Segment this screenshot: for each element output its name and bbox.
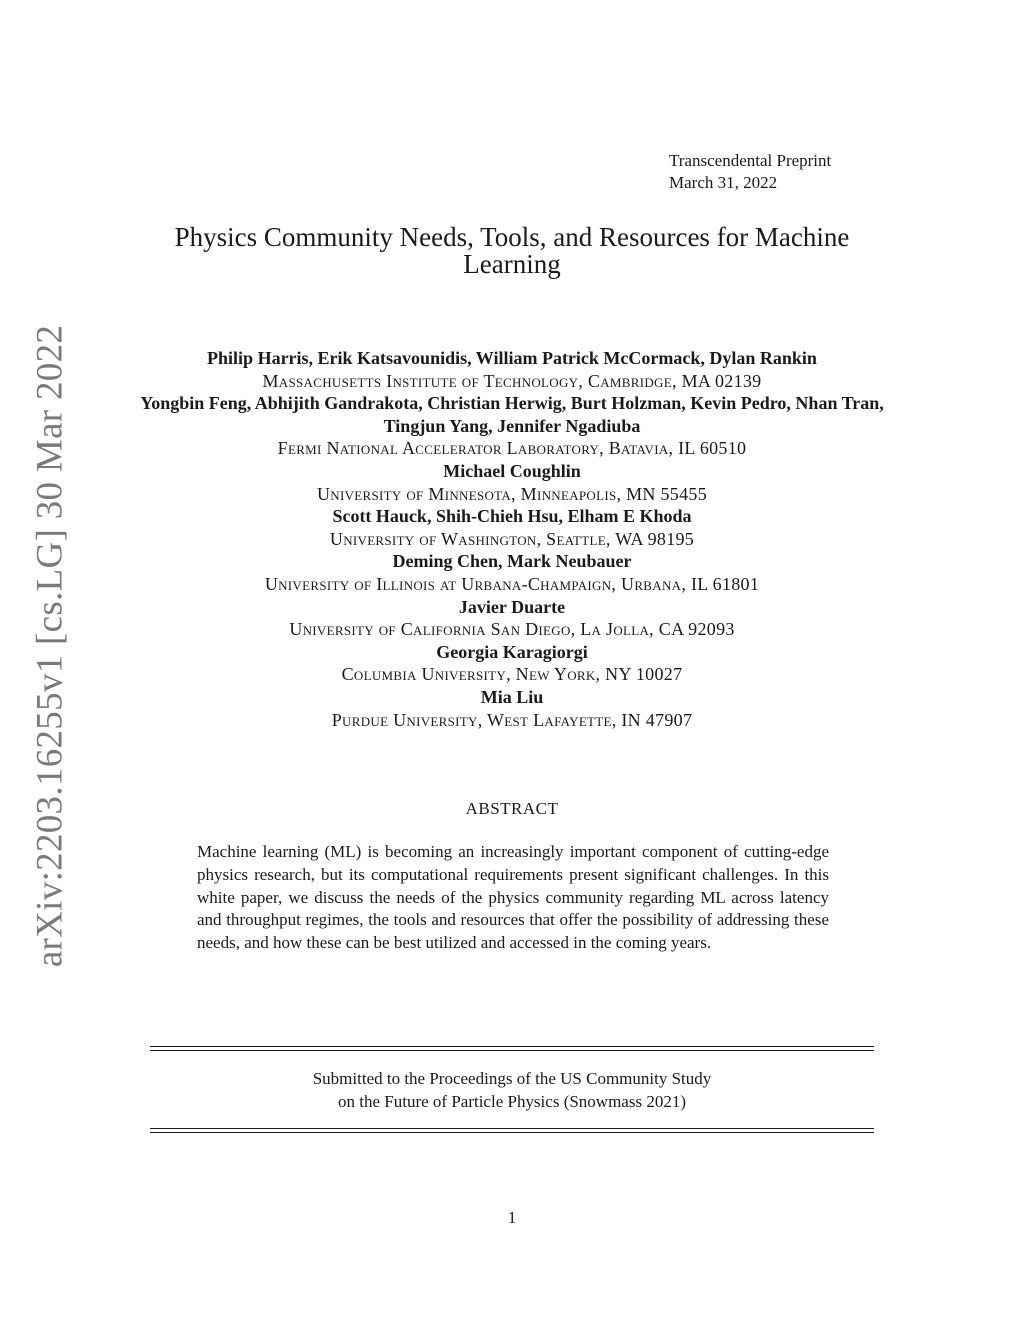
affiliation-washington: University of Washington, Seattle, WA 98195 <box>329 528 695 549</box>
author-list <box>120 347 904 731</box>
author-group-fermilab: Yongbin Feng, Abhijith Gandrakota, Christian Herwig, Burt Holzman, Kevin Pedro, Nhan Tran, Tingjun Yang, Jennifer Ngadiuba <box>140 393 884 436</box>
author-group-illinois: Deming Chen, Mark Neubauer <box>392 551 632 572</box>
abstract-heading: ABSTRACT <box>465 799 559 818</box>
author-group-columbia: Georgia Karagiorgi <box>436 641 588 662</box>
preprint-label: Transcendental Preprint <box>669 151 832 170</box>
affiliation-mit: Massachusetts Institute of Technology, Cambridge, MA 02139 <box>262 370 762 391</box>
bottom-rule-upper <box>150 1128 874 1129</box>
page-number: 1 <box>507 1208 517 1227</box>
affiliation-columbia: Columbia University, New York, NY 10027 <box>341 664 683 685</box>
affiliation-minnesota: University of Minnesota, Minneapolis, MN 55455 <box>316 483 708 504</box>
top-rule-upper <box>150 1046 874 1047</box>
author-group-purdue: Mia Liu <box>480 686 544 707</box>
affiliation-fermilab: Fermi National Accelerator Laboratory, Batavia, IL 60510 <box>277 438 747 459</box>
arxiv-identifier: arXiv:2203.16255v1 [cs.LG] 30 Mar 2022 <box>29 324 71 968</box>
paper-title: Physics Community Needs, Tools, and Resources for Machine Learning <box>174 222 850 279</box>
author-group-minnesota: Michael Coughlin <box>443 460 581 481</box>
submission-line-2: on the Future of Particle Physics (Snowmass 2021) <box>338 1091 686 1111</box>
affiliation-ucsd: University of California San Diego, La Jolla, CA 92093 <box>289 619 735 640</box>
affiliation-illinois: University of Illinois at Urbana-Champaign, Urbana, IL 61801 <box>264 573 760 594</box>
preprint-info <box>669 150 831 194</box>
author-group-washington: Scott Hauck, Shih-Chieh Hsu, Elham E Khoda <box>332 506 692 527</box>
submission-note <box>150 1068 874 1113</box>
affiliation-purdue: Purdue University, West Lafayette, IN 47907 <box>331 709 693 730</box>
abstract-text: Machine learning (ML) is becoming an increasingly important component of cutting-edge physics research, but its computational requirements present significant challenges. In this white paper, we discuss the needs of the physics community regarding ML across latency and throughput regimes, the tools and resources that offer the possibility of addressing these needs, and how these can be best utilized and accessed in the coming years. <box>197 842 829 953</box>
author-group-ucsd: Javier Duarte <box>458 596 566 617</box>
preprint-date: March 31, 2022 <box>669 173 778 192</box>
top-rule-lower <box>150 1050 874 1051</box>
author-group-mit: Philip Harris, Erik Katsavounidis, William Patrick McCormack, Dylan Rankin <box>207 348 817 368</box>
submission-line-1: Submitted to the Proceedings of the US Community Study <box>312 1069 712 1088</box>
bottom-rule-lower <box>150 1132 874 1133</box>
